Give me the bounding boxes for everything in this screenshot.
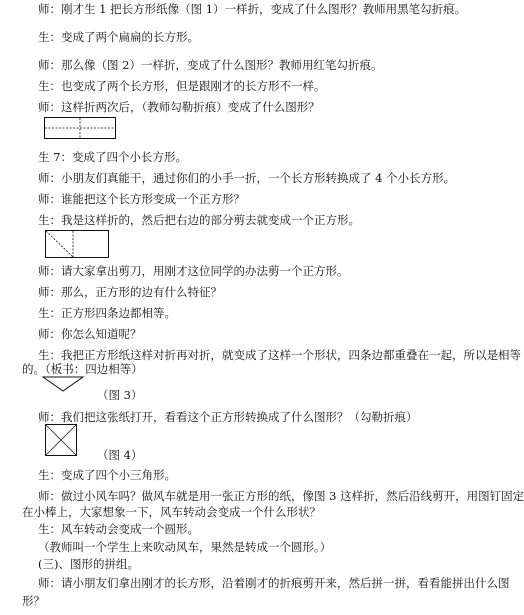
text-line: 生：正方形四条边都相等。 bbox=[38, 306, 176, 320]
figure-caption: （图 4） bbox=[97, 448, 143, 462]
figure-caption: （图 3） bbox=[97, 388, 143, 402]
text-line: （教师叫一个学生上来吹动风车，果然是转成一个圆形。） bbox=[38, 540, 332, 554]
text-line: 生：我是这样折的，然后把右边的部分剪去就变成一个正方形。 bbox=[38, 213, 360, 227]
text-line: 师：你怎么知道呢？ bbox=[38, 327, 142, 341]
text-line: 师：这样折两次后，（教师勾勒折痕）变成了什么图形？ bbox=[38, 100, 320, 114]
text-line: 的。（板书：四边相等） bbox=[22, 362, 143, 376]
text-line: 师：小朋友们真能干，通过你们的小手一折，一个长方形转换成了 4 个小长方形。 bbox=[38, 171, 456, 185]
text-line: 师：请大家拿出剪刀，用刚才这位同学的办法剪一个正方形。 bbox=[38, 264, 349, 278]
text-line: 师：我们把这张纸打开，看看这个正方形转换成了什么图形？（勾勒折痕） bbox=[38, 410, 418, 424]
text-line: 生：我把正方形纸这样对折再对折，就变成了这样一个形状，四条边都重叠在一起，所以是相等 bbox=[38, 348, 521, 362]
text-line: 生：也变成了两个长方形，但是跟刚才的长方形不一样。 bbox=[38, 79, 326, 93]
triangle-figure bbox=[42, 376, 84, 392]
square-diagonals-figure bbox=[45, 424, 77, 456]
text-line: 师：谁能把这个长方形变成一个正方形？ bbox=[38, 192, 245, 206]
folded-rectangle-figure bbox=[44, 117, 116, 139]
text-line: 师：刚才生 1 把长方形纸像（图 1）一样折，变成了什么图形？教师用黑笔勾折痕。 bbox=[38, 2, 467, 16]
text-line: 师：那么，正方形的边有什么特征？ bbox=[38, 285, 222, 299]
text-line: 生 7：变成了四个小长方形。 bbox=[38, 150, 187, 164]
square-fold-figure bbox=[45, 230, 109, 258]
text-line: 生：变成了两个扁扁的长方形。 bbox=[38, 30, 199, 44]
text-line: 生：风车转动会变成一个圆形。 bbox=[38, 522, 199, 536]
text-line: 生：变成了四个小三角形。 bbox=[38, 468, 176, 482]
text-line: (三)、图形的拼组。 bbox=[38, 557, 139, 571]
text-line: 师：做过小风车吗？做风车就是用一张正方形的纸，像图 3 这样折，然后沿线剪开，用图钉固定 bbox=[38, 489, 524, 503]
text-line: 师：那么像（图 2）一样折，变成了什么图形？教师用红笔勾折痕。 bbox=[38, 58, 383, 72]
text-line: 形？ bbox=[22, 594, 45, 608]
text-line: 师：请小朋友们拿出刚才的长方形，沿着刚才的折痕剪开来，然后拼一拼，看看能拼出什么图 bbox=[38, 576, 510, 590]
text-line: 在小棒上，大家想象一下，风车转动会变成一个什么形状？ bbox=[22, 505, 321, 519]
